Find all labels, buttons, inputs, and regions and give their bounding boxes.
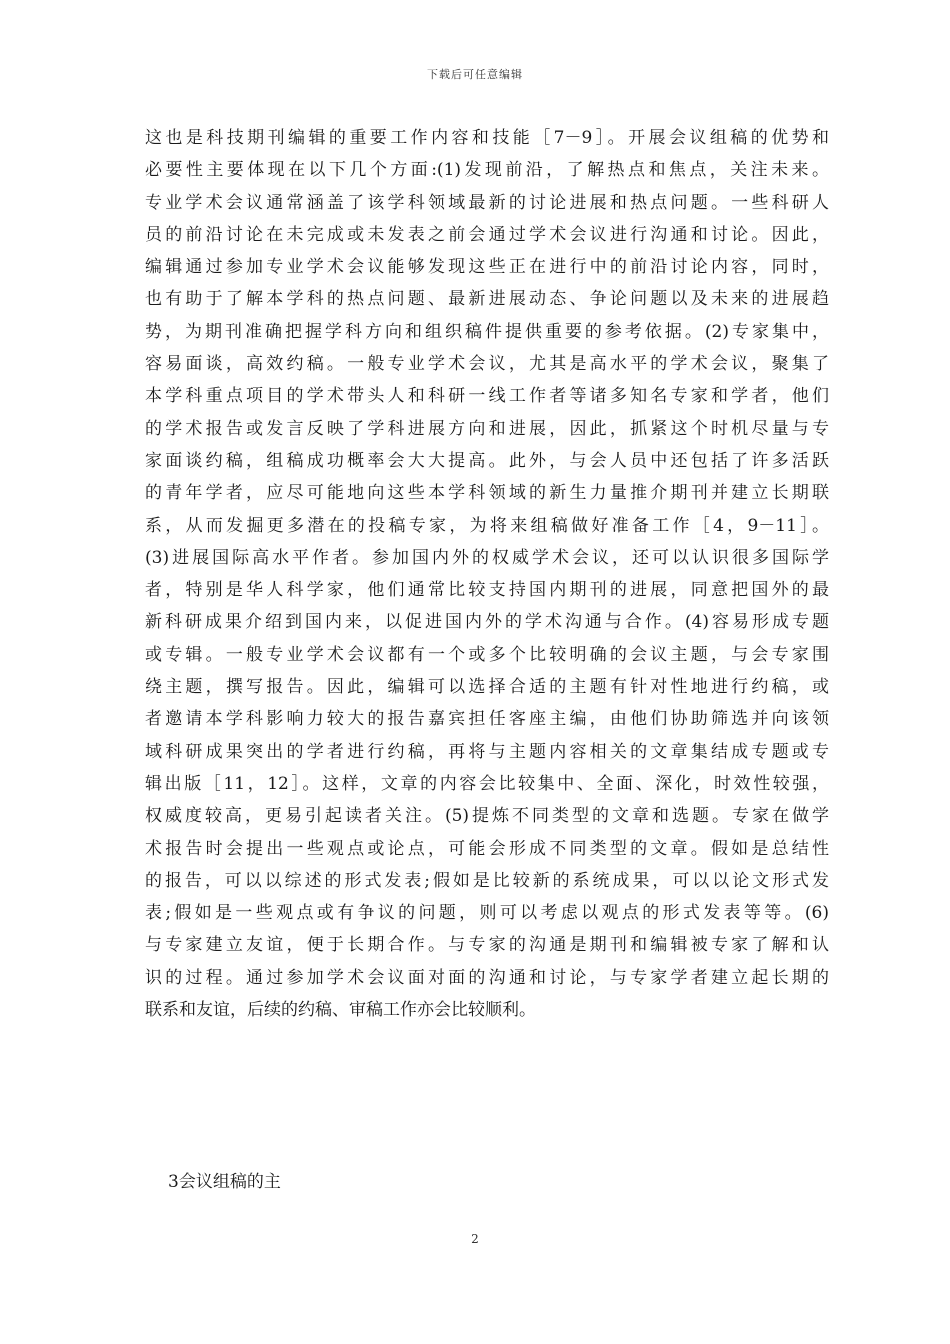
text-line: 识的过程。通过参加学术会议面对面的沟通和讨论，与专家学者建立起长期的 — [145, 967, 829, 988]
text-line: 辑出版［11，12］。这样，文章的内容会比较集中、全面、深化，时效性较强， — [145, 773, 829, 794]
text-line: 或专辑。一般专业学术会议都有一个或多个比较明确的会议主题，与会专家围 — [145, 644, 829, 665]
text-line: 这也是科技期刊编辑的重要工作内容和技能［7－9］。开展会议组稿的优势和 — [145, 128, 829, 148]
text-line: 者邀请本学科影响力较大的报告嘉宾担任客座主编，由他们协助筛选并向该领 — [145, 709, 829, 730]
text-line: 必要性主要体现在以下几个方面:(1)发现前沿，了解热点和焦点，关注未来。 — [145, 160, 829, 181]
text-line: 表;假如是一些观点或有争议的问题，则可以考虑以观点的形式发表等等。(6) — [145, 903, 829, 924]
text-line: 者，特别是华人科学家，他们通常比较支持国内期刊的进展，同意把国外的最 — [145, 580, 829, 601]
text-line: 势，为期刊准确把握学科方向和组织稿件提供重要的参考依据。(2)专家集中， — [145, 321, 829, 342]
text-line: 编辑通过参加专业学术会议能够发现这些正在进行中的前沿讨论内容，同时， — [145, 257, 829, 278]
text-line: 系，从而发掘更多潜在的投稿专家，为将来组稿做好准备工作［4，9－11］。 — [145, 515, 829, 536]
text-line: 的学术报告或发言反映了学科进展方向和进展，因此，抓紧这个时机尽量与专 — [145, 418, 829, 439]
text-line: 权威度较高，更易引起读者关注。(5)提炼不同类型的文章和选题。专家在做学 — [145, 806, 829, 827]
text-line: 与专家建立友谊，便于长期合作。与专家的沟通是期刊和编辑被专家了解和认 — [145, 935, 829, 956]
text-line: 的青年学者，应尽可能地向这些本学科领域的新生力量推介期刊并建立长期联 — [145, 483, 829, 504]
page-number: 2 — [471, 1232, 479, 1246]
text-line: 本学科重点项目的学术带头人和科研一线工作者等诸多知名专家和学者，他们 — [145, 386, 829, 407]
text-line: 的报告，可以以综述的形式发表;假如是比较新的系统成果，可以以论文形式发 — [145, 870, 829, 891]
text-line: 容易面谈，高效约稿。一般专业学术会议，尤其是高水平的学术会议，聚集了 — [145, 354, 829, 375]
text-line: 专业学术会议通常涵盖了该学科领域最新的讨论进展和热点问题。一些科研人 — [145, 192, 829, 213]
page-header: 下载后可任意编辑 — [427, 68, 523, 81]
text-line: 员的前沿讨论在未完成或未发表之前会通过学术会议进行沟通和讨论。因此， — [145, 224, 829, 245]
text-line: 术报告时会提出一些观点或论点，可能会形成不同类型的文章。假如是总结性 — [145, 838, 829, 859]
text-line: 联系和友谊，后续的约稿、审稿工作亦会比较顺利。 — [145, 1000, 536, 1021]
text-line: (3)进展国际高水平作者。参加国内外的权威学术会议，还可以认识很多国际学 — [145, 547, 829, 568]
text-line: 域科研成果突出的学者进行约稿，再将与主题内容相关的文章集结成专题或专 — [145, 741, 829, 762]
text-line: 也有助于了解本学科的热点问题、最新进展动态、争论问题以及未来的进展趋 — [145, 289, 829, 310]
body-paragraph — [145, 122, 829, 1026]
section-heading: 3会议组稿的主 — [168, 1172, 281, 1192]
text-line: 绕主题，撰写报告。因此，编辑可以选择合适的主题有针对性地进行约稿，或 — [145, 677, 829, 698]
text-line: 家面谈约稿，组稿成功概率会大大提高。此外，与会人员中还包括了许多活跃 — [145, 450, 829, 471]
text-line: 新科研成果介绍到国内来，以促进国内外的学术沟通与合作。(4)容易形成专题 — [145, 612, 829, 633]
